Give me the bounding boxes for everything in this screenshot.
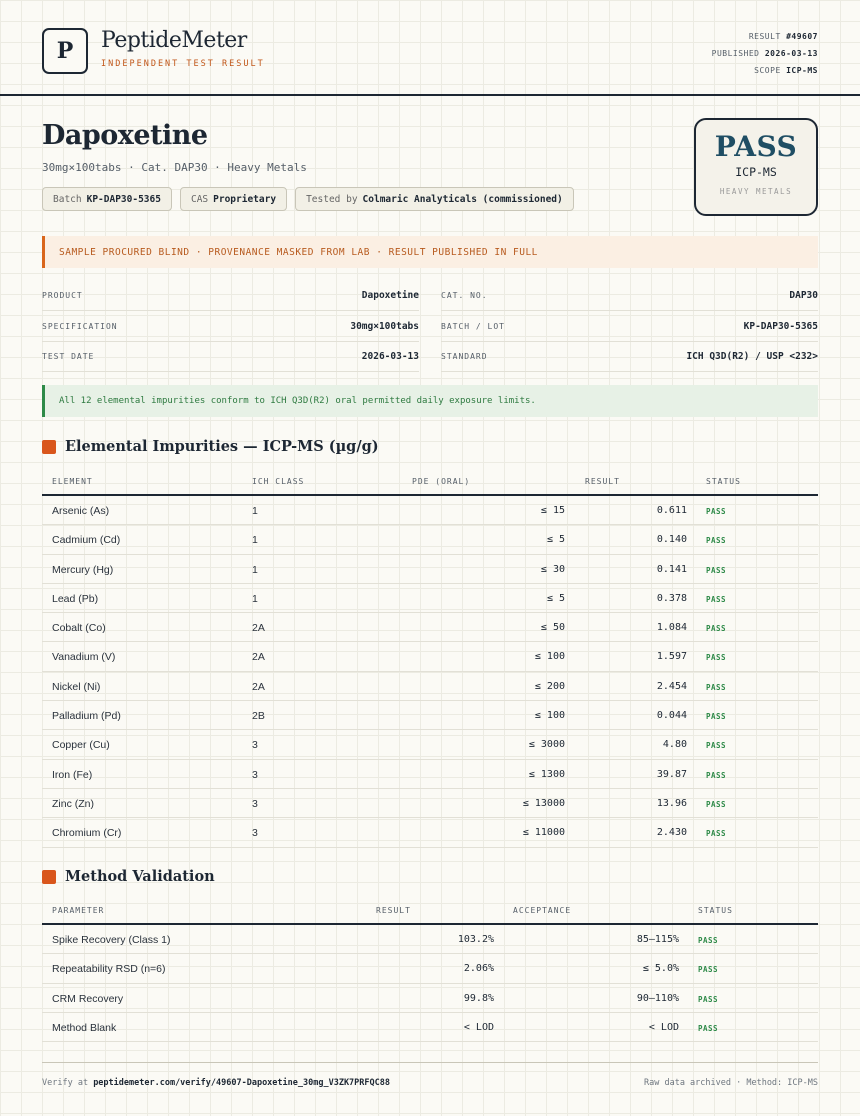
report-header (0, 0, 860, 96)
result-value: 1.597 (656, 651, 687, 663)
ich-class: 1 (252, 592, 258, 605)
validation-row (42, 984, 818, 1013)
parameter-name: Repeatability RSD (n=6) (52, 963, 166, 976)
result-value: 13.96 (656, 797, 687, 809)
result-value: 2.430 (656, 827, 687, 839)
status-badge: PASS (706, 799, 727, 809)
stamp-verdict: PASS (714, 130, 798, 163)
impurities-table-header: ELEMENT ICH CLASS PDE (ORAL) RESULT STATUS (42, 466, 818, 496)
ich-class: 1 (252, 534, 258, 547)
impurity-row (42, 555, 818, 584)
validation-table (42, 895, 818, 1042)
validation-table-body (42, 925, 818, 1042)
element-name: Vanadium (V) (52, 651, 116, 664)
info-cat-no: CAT. NO. DAP30 (441, 280, 818, 311)
info-test-date: TEST DATE 2026-03-13 (42, 341, 419, 372)
impurity-row (42, 496, 818, 525)
parameter-name: CRM Recovery (52, 992, 124, 1005)
element-name: Chromium (Cr) (52, 827, 122, 840)
pde-limit: ≤ 30 (540, 563, 565, 575)
impurity-row (42, 672, 818, 701)
status-badge: PASS (706, 829, 727, 839)
result-value: 2.454 (656, 680, 687, 692)
pde-limit: ≤ 200 (534, 680, 565, 692)
impurity-row (42, 760, 818, 789)
ich-class: 2A (252, 651, 265, 664)
validation-row (42, 954, 818, 983)
brand-tagline: INDEPENDENT TEST RESULT (101, 59, 265, 69)
status-badge: PASS (706, 594, 727, 604)
status-badge: PASS (706, 624, 727, 634)
pde-limit: ≤ 13000 (522, 797, 565, 809)
scope-value: ICP-MS (786, 66, 818, 75)
impurities-heading: Elemental Impurities — ICP-MS (µg/g) (42, 438, 379, 455)
report-footer (42, 1062, 818, 1102)
element-name: Lead (Pb) (52, 592, 99, 605)
element-name: Zinc (Zn) (52, 797, 94, 810)
section-marker-icon (42, 870, 56, 884)
validation-row (42, 925, 818, 954)
element-name: Nickel (Ni) (52, 680, 101, 693)
report-meta (712, 28, 818, 79)
batch-chip: Batch KP-DAP30-5365 (42, 187, 172, 211)
pass-stamp (694, 118, 818, 216)
impurity-row (42, 789, 818, 818)
cas-chip: CAS Proprietary (180, 187, 287, 211)
pde-limit: ≤ 3000 (528, 739, 565, 751)
status-badge: PASS (706, 536, 727, 546)
element-name: Cadmium (Cd) (52, 534, 121, 547)
result-value: 1.084 (656, 622, 687, 634)
procurement-notice: SAMPLE PROCURED BLIND · PROVENANCE MASKED FROM LAB · RESULT PUBLISHED IN FULL (42, 236, 818, 268)
pde-limit: ≤ 100 (534, 710, 565, 722)
result-value: 0.140 (656, 534, 687, 546)
stamp-scope: HEAVY METALS (719, 187, 793, 196)
ich-class: 1 (252, 563, 258, 576)
status-badge: PASS (698, 994, 719, 1004)
pde-limit: ≤ 11000 (522, 827, 565, 839)
logo-mark: P (42, 28, 88, 74)
status-badge: PASS (698, 1023, 719, 1033)
ich-class: 3 (252, 827, 258, 840)
acceptance-range: 85–115% (636, 934, 679, 945)
published-date: 2026-03-13 (764, 49, 818, 58)
parameter-result: 103.2% (457, 934, 494, 945)
parameter-result: < LOD (463, 1021, 494, 1033)
element-name: Copper (Cu) (52, 739, 110, 752)
result-id-line: RESULT #49607 (748, 32, 818, 41)
pde-limit: ≤ 1300 (528, 768, 565, 780)
element-name: Palladium (Pd) (52, 710, 121, 723)
verify-link[interactable]: peptidemeter.com/verify/49607-Dapoxetine_30mg_V3ZK7PRFQC88 (93, 1078, 390, 1088)
impurity-row (42, 584, 818, 613)
impurities-table-body (42, 496, 818, 848)
result-value: 4.80 (662, 739, 687, 751)
stamp-method: ICP-MS (735, 165, 777, 179)
impurity-row (42, 525, 818, 554)
tested-by-chip: Tested by Colmaric Analyticals (commissioned) (295, 187, 574, 211)
impurity-row (42, 730, 818, 759)
pde-limit: ≤ 15 (540, 505, 565, 516)
pde-limit: ≤ 5 (546, 534, 565, 546)
parameter-result: 2.06% (463, 963, 494, 975)
impurity-row (42, 642, 818, 671)
status-badge: PASS (706, 682, 727, 692)
pde-limit: ≤ 100 (534, 651, 565, 663)
validation-row (42, 1013, 818, 1042)
impurity-row (42, 701, 818, 730)
parameter-result: 99.8% (463, 992, 494, 1004)
ich-class: 1 (252, 505, 258, 517)
status-badge: PASS (706, 653, 727, 663)
validation-heading: Method Validation (42, 868, 215, 885)
acceptance-range: 90–110% (636, 992, 679, 1004)
status-badge: PASS (706, 741, 727, 751)
info-specification: SPECIFICATION 30mg×100tabs (42, 311, 419, 342)
result-id: #49607 (786, 32, 818, 41)
status-badge: PASS (706, 712, 727, 722)
conformance-banner: All 12 elemental impurities conform to ICH Q3D(R2) oral permitted daily exposure limits. (42, 385, 818, 417)
ich-class: 3 (252, 739, 258, 752)
acceptance-range: < LOD (648, 1021, 679, 1033)
result-value: 0.611 (656, 505, 687, 516)
info-batch: BATCH / LOT KP-DAP30-5365 (441, 311, 818, 342)
ich-class: 2A (252, 622, 265, 635)
product-chips (42, 187, 574, 211)
element-name: Iron (Fe) (52, 768, 93, 781)
ich-class: 2A (252, 680, 265, 693)
element-name: Mercury (Hg) (52, 563, 114, 576)
footer-note: Raw data archived · Method: ICP-MS (644, 1078, 818, 1088)
published-line: PUBLISHED 2026-03-13 (711, 49, 818, 58)
element-name: Arsenic (As) (52, 505, 110, 517)
info-product: PRODUCT Dapoxetine (42, 280, 419, 311)
impurities-table (42, 466, 818, 848)
pde-limit: ≤ 50 (540, 622, 565, 634)
impurity-row (42, 613, 818, 642)
ich-class: 3 (252, 768, 258, 781)
impurity-row (42, 818, 818, 847)
product-title: Dapoxetine (42, 120, 208, 151)
status-badge: PASS (706, 565, 727, 575)
brand-name: PeptideMeter (101, 28, 247, 53)
ich-class: 2B (252, 710, 265, 723)
status-badge: PASS (698, 936, 719, 945)
validation-table-header: PARAMETER RESULT ACCEPTANCE STATUS (42, 895, 818, 925)
info-standard: STANDARD ICH Q3D(R2) / USP <232> (441, 341, 818, 372)
section-marker-icon (42, 440, 56, 454)
result-value: 0.044 (656, 710, 687, 722)
scope-line: SCOPE ICP-MS (754, 66, 818, 75)
pde-limit: ≤ 5 (546, 592, 565, 604)
result-value: 39.87 (656, 768, 687, 780)
product-subtitle: 30mg×100tabs · Cat. DAP30 · Heavy Metals (42, 161, 307, 174)
result-value: 0.378 (656, 592, 687, 604)
ich-class: 3 (252, 797, 258, 810)
acceptance-range: ≤ 5.0% (642, 963, 679, 975)
status-badge: PASS (706, 507, 727, 516)
status-badge: PASS (698, 965, 719, 975)
verify-line: Verify at peptidemeter.com/verify/49607-Dapoxetine_30mg_V3ZK7PRFQC88 (42, 1078, 390, 1088)
parameter-name: Method Blank (52, 1021, 117, 1034)
result-value: 0.141 (656, 563, 687, 575)
parameter-name: Spike Recovery (Class 1) (52, 934, 171, 946)
status-badge: PASS (706, 770, 727, 780)
element-name: Cobalt (Co) (52, 622, 106, 635)
